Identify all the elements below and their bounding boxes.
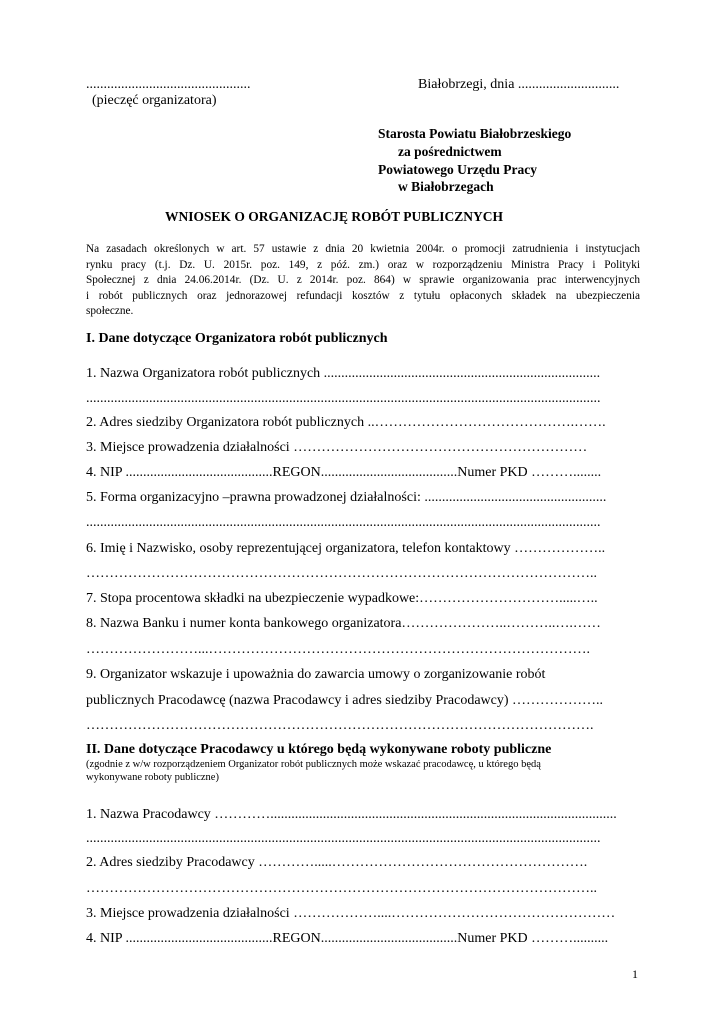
bank-account-field: 8. Nazwa Banku i numer konta bankowego organizatora…………………..………..….…… (86, 616, 601, 631)
employer-address-field: 2. Adres siedziby Pracodawcy ………….....………………………………………………. (86, 855, 588, 870)
place-date: Białobrzegi, dnia ............................. (418, 77, 620, 92)
employer-authorization-text: 9. Organizator wskazuje i upoważnia do zawarcia umowy o zorganizowanie robót (86, 667, 546, 682)
employer-authorization-continuation: ………………………………………………………………………………………………. (86, 718, 594, 733)
employer-name-field: 1. Nazwa Pracodawcy …………................................................................................................... (86, 807, 617, 822)
employer-nip-regon-pkd-field: 4. NIP ..........................................REGON.......................................Numer PKD ……….......... (86, 931, 609, 946)
representative-field: 6. Imię i Nazwisko, osoby reprezentującej organizatora, telefon kontaktowy ……………….. (86, 541, 606, 556)
addressee-line-1: Starosta Powiatu Białobrzeskiego (378, 126, 572, 141)
bank-account-continuation: ……………………...………………………………………………………………………. (86, 642, 590, 657)
employer-authorization-field: publicznych Pracodawcę (nazwa Pracodawcy i adres siedziby Pracodawcy) ……………….. (86, 693, 604, 708)
intro-line: społeczne. (86, 305, 134, 317)
legal-form-field: 5. Forma organizacyjno –prawna prowadzonej działalności: .................................................... (86, 490, 607, 505)
accident-rate-field: 7. Stopa procentowa składki na ubezpieczenie wypadkowe:………………………….....….. (86, 591, 598, 606)
page-number: 1 (632, 967, 638, 981)
seal-dots: ............................................... (86, 77, 251, 92)
legal-form-continuation: ................................................................................................................................................... (86, 515, 601, 530)
intro-line: rynku pracy (t.j. Dz. U. 2015r. poz. 149, z póź. zm.) oraz w rozporządzeniu Ministra Pracy i Polityki (86, 258, 640, 271)
addressee-line-2: za pośrednictwem (398, 144, 502, 159)
organizer-name-continuation: ................................................................................................................................................... (86, 391, 601, 406)
nip-regon-pkd-field: 4. NIP ..........................................REGON.......................................Numer PKD ………........ (86, 465, 602, 480)
representative-continuation: ……………………………………………………………………………………………….. (86, 566, 597, 581)
employer-address-continuation: ……………………………………………………………………………………………….. (86, 881, 597, 896)
activity-place-field: 3. Miejsce prowadzenia działalności ……………………………………………………… (86, 440, 588, 455)
intro-line: i robót publicznych oraz jednorazowej refundacji kosztów z tytułu opłaconych składek na ubezpieczenia (86, 289, 640, 302)
employer-activity-place-field: 3. Miejsce prowadzenia działalności ………………....………………………………………… (86, 906, 616, 921)
section-2-note: (zgodnie z w/w rozporządzeniem Organizator robót publicznych może wskazać pracodawcę, u którego będą (86, 759, 541, 770)
intro-paragraph (86, 242, 640, 320)
section-2-note-continuation: wykonywane roboty publiczne) (86, 772, 219, 783)
section-1-heading: I. Dane dotyczące Organizatora robót publicznych (86, 331, 388, 346)
organizer-name-field: 1. Nazwa Organizatora robót publicznych ............................................................................... (86, 366, 601, 381)
intro-line: Na zasadach określonych w art. 57 ustawie z dnia 20 kwietnia 2004r. o promocji zatrudnienia i instytucjach (86, 243, 640, 255)
section-2-heading: II. Dane dotyczące Pracodawcy u którego będą wykonywane roboty publiczne (86, 742, 552, 757)
addressee-line-3: Powiatowego Urzędu Pracy (378, 162, 537, 177)
employer-name-continuation: ................................................................................................................................................... (86, 831, 601, 846)
organizer-address-field: 2. Adres siedziby Organizatora robót publicznych ..…………………………………….……. (86, 415, 606, 430)
document-title: WNIOSEK O ORGANIZACJĘ ROBÓT PUBLICZNYCH (165, 209, 504, 224)
seal-label: (pieczęć organizatora) (92, 93, 217, 108)
addressee-line-4: w Białobrzegach (398, 179, 494, 194)
intro-line: Społecznej z dnia 24.06.2014r. (Dz. U. z 2014r. poz. 864) w sprawie organizowania prac interwencyjnych (86, 274, 640, 286)
